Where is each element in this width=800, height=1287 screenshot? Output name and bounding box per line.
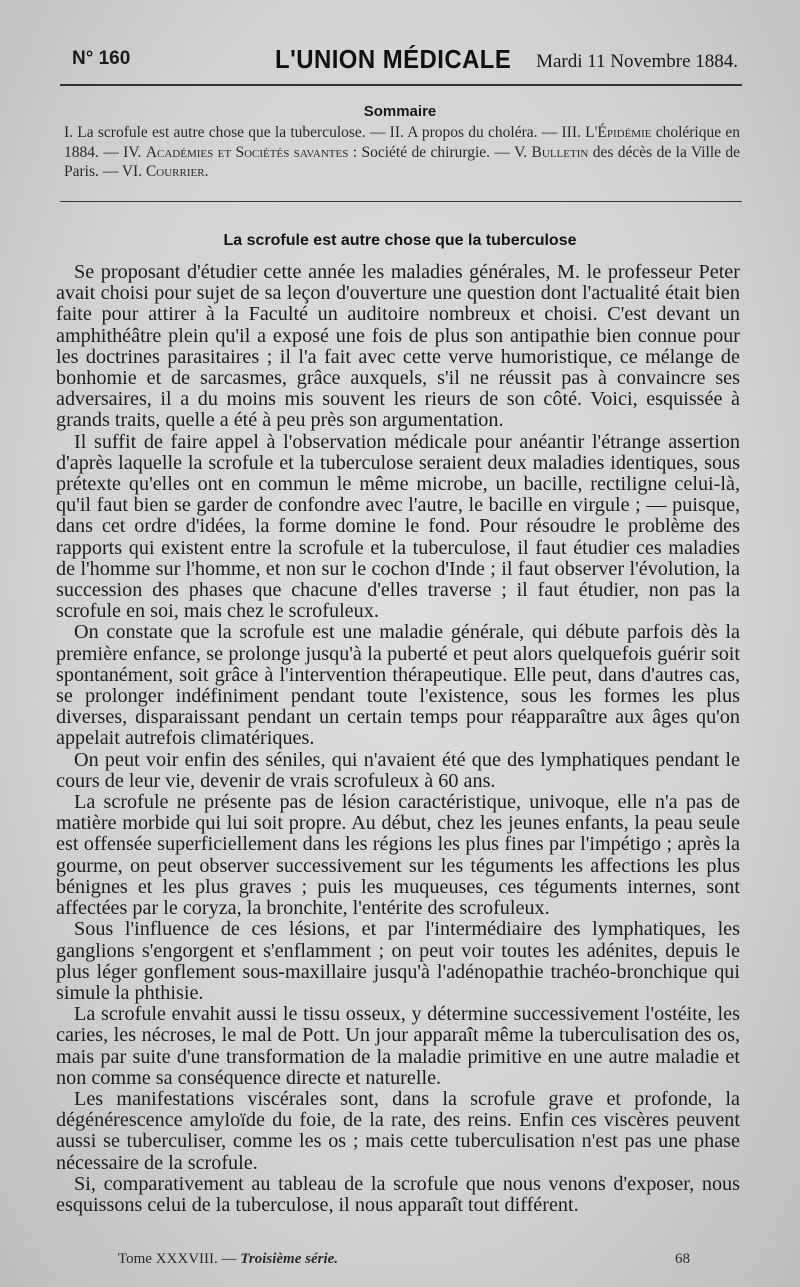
page-footer [100, 1251, 690, 1273]
paragraph: Les manifestations viscérales sont, dans la scrofule grave et profonde, la dégénérescence amyloïde du foie, de la rate, des reins. Enfin ces viscères peuvent aussi se tuberculiser, comme les os ; mais cette tuberculisation n'est pas une phase nécessaire de la scrofule. [56, 1087, 740, 1174]
footer-tome: Tome XXXVIII. — [118, 1251, 237, 1267]
paragraph: La scrofule ne présente pas de lésion caractéristique, univoque, elle n'a pas de matière morbide qui lui soit propre. Au début, chez les jeunes enfants, la peau seule est offensée superficiellement dans les régions les plus fines par l'impétigo ; après la gourme, on peut observer successivement sur les téguments les affections les plus bénignes et les plus graves ; puis les muqueuses, ces téguments internes, sont affectées par le coryza, la bronchite, l'entérite des scrofuleux. [56, 791, 740, 920]
article-body [56, 262, 740, 1216]
sommaire-item-6-label: Courrier. [145, 163, 209, 180]
footer-volume [118, 1251, 338, 1268]
sommaire-item-4-rest: : Société de chirurgie. — V. [352, 143, 528, 161]
sommaire-contents [64, 123, 740, 182]
sommaire-rule [60, 201, 742, 202]
paragraph: La scrofule envahit aussi le tissu osseux, y détermine successivement l'ostéite, les caries, les nécroses, le mal de Pott. Un jour apparaît même la tuberculisation des os, mais par suite d'une transformation de la maladie primitive en une autre maladie et non comme sa conséquence directe et naturelle. [56, 1003, 740, 1089]
issue-number: N° 160 [72, 48, 131, 69]
paragraph: Se proposant d'étudier cette année les maladies générales, M. le professeur Peter avait choisi pour sujet de sa leçon d'ouverture une question dont l'actualité était bien faite pour attirer à la Faculté un auditoire nombreux et choisi. C'est devant un amphithéâtre plein qu'il a exposé une fois de plus son antipathie bien connue pour les doctrines parasitaires ; il l'a fait avec cette verve humoristique, ce mélange de bonhomie et de sarcasmes, grâce auxquels, s'il ne réussit pas à convaincre ses adversaires, il a du moins mis souvent les rieurs de son côté. Voici, esquissée à grands traits, quelle a été à peu près son argumentation. [56, 261, 740, 432]
sommaire-title: Sommaire [363, 103, 437, 120]
article-title: La scrofule est autre chose que la tuberculose [223, 232, 577, 249]
sommaire-item-4-label: Académies et Sociétés savantes [145, 143, 349, 161]
paragraph: Il suffit de faire appel à l'observation médicale pour anéantir l'étrange assertion d'après laquelle la scrofule et la tuberculose seraient deux maladies identiques, sous prétexte qu'elles ont en commun le même microbe, un bacille, rectiligne celui-là, qu'il faut bien se garder de confondre avec l'autre, le bacille en virgule ; — puisque, dans cet ordre d'idées, la forme domine le fond. Pour résoudre le problème des rapports qui existent entre la scrofule et la tuberculose, il faut étudier ces maladies de l'homme sur l'homme, et non sur le cochon d'Inde ; il faut observer l'évolution, la succession des phases que chacune d'elles traverse ; il faut étudier, non pas la scrofule en soi, mais chez le scrofuleux. [56, 430, 740, 623]
page-number: 68 [675, 1251, 690, 1267]
sommaire-item-5-label: Bulletin [531, 143, 589, 161]
paragraph: On constate que la scrofule est une maladie générale, qui débute parfois dès la première enfance, se prolonge jusqu'à la puberté et peut alors quelquefois guérir soit spontanément, soit grâce à l'intervention thérapeutique. Elle peut, dans d'autres cas, se prolonger indéfiniment pendant toute l'existence, sous les formes les plus diverses, disparaissant pendant un certain temps pour réapparaître aux âges qu'on appelait autrefois climatériques. [56, 621, 740, 750]
header-rule [60, 84, 742, 86]
paragraph: On peut voir enfin des séniles, qui n'avaient été que des lymphatiques pendant le cours de leur vie, devenir de vrais scrofuleux à 60 ans. [56, 748, 740, 792]
journal-title: L'UNION MÉDICALE [275, 44, 512, 74]
sommaire-item-3-rest: cholérique en 1884. — IV. [64, 124, 740, 161]
issue-date: Mardi 11 Novembre 1884. [536, 51, 738, 72]
footer-series: Troisième série. [240, 1251, 339, 1267]
paragraph: Sous l'influence de ces lésions, et par l'intermédiaire des lymphatiques, les ganglions s'engorgent et s'enflamment ; on peut voir toutes les adénites, depuis le plus léger gonflement sous-maxillaire jusqu'à l'adénopathie trachéo-bronchique qui simule la phthisie. [56, 918, 740, 1004]
paragraph: Si, comparativement au tableau de la scrofule que nous venons d'exposer, nous esquissons celui de la tuberculose, il nous apparaît tout différent. [56, 1172, 740, 1216]
sommaire-item-3-label: L'Épidémie [585, 124, 652, 141]
masthead [70, 44, 738, 84]
sommaire-item-1-2: I. La scrofule est autre chose que la tuberculose. — II. A propos du choléra. — III. [64, 124, 581, 141]
sommaire-item-5-rest: des décès de la Ville de Paris. — VI. [64, 143, 741, 180]
